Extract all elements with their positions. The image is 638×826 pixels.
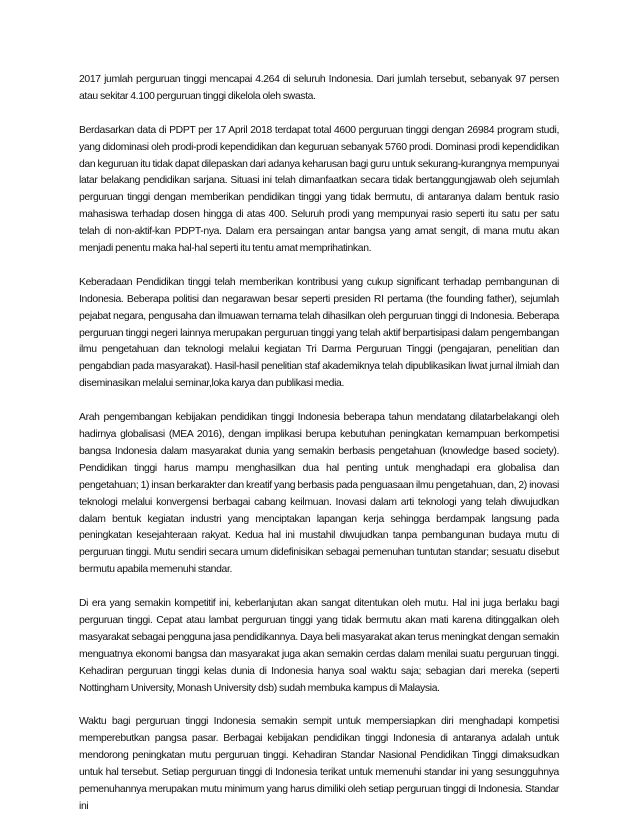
paragraph-3: Keberadaan Pendidikan tinggi telah memberikan kontribusi yang cukup significant terhadap pembangunan di Indonesia. Beberapa politisi dan negarawan besar seperti presiden RI pertama (the founding father), sejumlah pejabat negara, pengusaha dan ilmuawan ternama telah dihasilkan oleh perguruan tinggi di Indonesia. Beberapa perguruan tinggi negeri lainnya merupakan perguruan tinggi yang telah aktif berpartisipasi dalam pengembangan ilmu pengetahuan dan teknologi melalui kegiatan Tri Darma Perguruan Tinggi (pengajaran, penelitian dan pengabdian pada masyarakat). Hasil-hasil penelitian staf akademiknya telah dipublikasikan liwat jurnal ilmiah dan diseminasikan melalui seminar,loka karya dan publikasi media. [79, 276, 559, 390]
paragraph-4: Arah pengembangan kebijakan pendidikan tinggi Indonesia beberapa tahun mendatang dilatarbelakangi oleh hadirnya globalisasi (MEA 2016), dengan implikasi berupa kebutuhan peningkatan kemampuan berkompetisi bangsa Indonesia dalam masyarakat dunia yang semakin berbasis pengetahuan (knowledge based society). Pendidikan tinggi harus mampu menghasilkan dua hal penting untuk menghadapi era globalisa dan pengetahuan; 1) insan berkarakter dan kreatif yang berbasis pada penguasaan ilmu pengetahuan, dan, 2) inovasi teknologi melalui konvergensi berbagai cabang keilmuan. Inovasi dalam arti teknologi yang telah diwujudkan dalam bentuk kegiatan industri yang menciptakan lapangan kerja sehingga berdampak langsung pada peningkatan kesejahteraan rakyat. Kedua hal ini mustahil diwujudkan tanpa pembangunan budaya mutu di perguruan tinggi. Mutu sendiri secara umum didefinisikan sebagai pemenuhan tuntutan standar; sesuatu disebut bermutu apabila memenuhi standar. [79, 412, 559, 576]
paragraph-1: 2017 jumlah perguruan tinggi mencapai 4.264 di seluruh Indonesia. Dari jumlah tersebut, sebanyak 97 persen atau sekitar 4.100 perguruan tinggi dikelola oleh swasta. [79, 74, 559, 102]
paragraph-5: Di era yang semakin kompetitif ini, keberlanjutan akan sangat ditentukan oleh mutu. Hal ini juga berlaku bagi perguruan tinggi. Cepat atau lambat perguruan tinggi yang tidak bermutu akan mati karena ditinggalkan oleh masyarakat sebagai pengguna jasa pendidikannya. Daya beli masyarakat akan terus meningkat dengan semakin menguatnya ekonomi bangsa dan masyarakat juga akan semakin cerdas dalam menilai suatu perguruan tinggi. Kehadiran perguruan tinggi kelas dunia di Indonesia hanya soal waktu saja; sebagian dari mereka (seperti Nottingham University, Monash University dsb) sudah membuka kampus di Malaysia. [79, 598, 559, 694]
paragraph-6: Waktu bagi perguruan tinggi Indonesia semakin sempit untuk mempersiapkan diri menghadapi kompetisi memperebutkan pangsa pasar. Berbagai kebijakan pendidikan tinggi Indonesia di antaranya adalah untuk mendorong peningkatan mutu perguruan tinggi. Kehadiran Standar Nasional Pendidikan Tinggi dimaksudkan untuk hal tersebut. Setiap perguruan tinggi di Indonesia terikat untuk memenuhi standar ini yang sesungguhnya pemenuhannya merupakan mutu minimum yang harus dimiliki oleh setiap perguruan tinggi di Indonesia. Standar ini [79, 716, 559, 812]
paragraph-2: Berdasarkan data di PDPT per 17 April 2018 terdapat total 4600 perguruan tinggi dengan 26984 program studi, yang didominasi oleh prodi-prodi kependidikan dan keguruan sebanyak 5760 prodi. Dominasi prodi kependidikan dan keguruan itu tidak dapat dilepaskan dari adanya keharusan bagi guru untuk sekurang-kurangnya mempunyai latar belakang pendidikan sarjana. Situasi ini telah dimanfaatkan secara tidak bertanggungjawab oleh sejumlah perguruan tinggi dengan memberikan pendidikan tinggi yang tidak bermutu, di antaranya dalam bentuk rasio mahasiswa terhadap dosen hingga di atas 400. Seluruh prodi yang mempunyai rasio seperti itu satu per satu telah di non-aktif-kan PDPT-nya. Dalam era persaingan antar bangsa yang amat sengit, di mana mutu akan menjadi penentu maka hal-hal seperti itu tentu amat memprihatinkan. [79, 124, 559, 255]
